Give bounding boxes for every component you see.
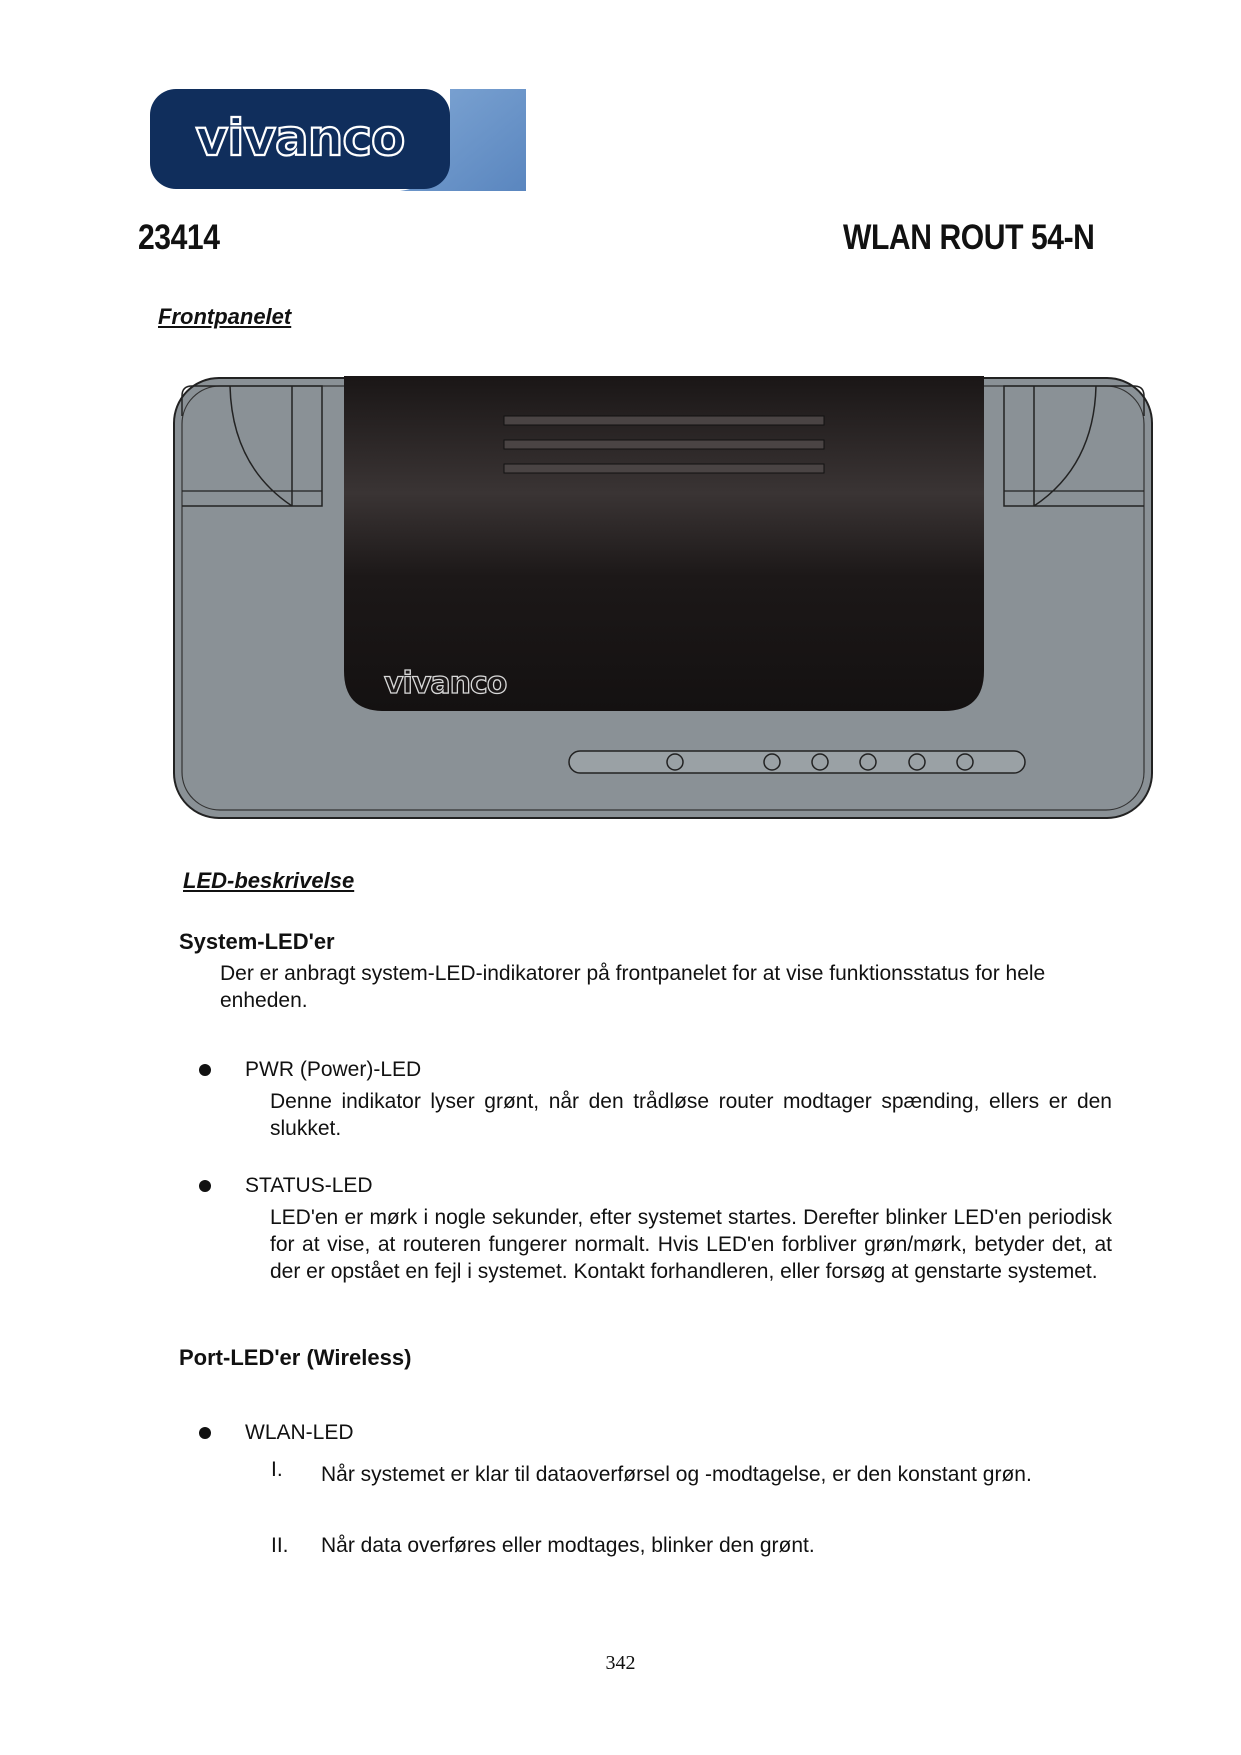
led-indicator — [764, 754, 780, 770]
wlan-led-title: WLAN-LED — [245, 1421, 354, 1444]
bullet — [199, 1427, 211, 1439]
sub-item-numeral: II. — [271, 1534, 289, 1557]
pwr-led-text: Denne indikator lyser grønt, når den trådløse router modtager spænding, ellers er den slukket. — [270, 1090, 1112, 1140]
led-indicator — [909, 754, 925, 770]
system-leds-intro: Der er anbragt system-LED-indikatorer på frontpanelet for at vise funktionsstatus for hele enheden. — [220, 962, 1046, 1012]
sub-item-text: Når systemet er klar til dataoverførsel og -modtagelse, er den konstant grøn. — [321, 1463, 1032, 1486]
led-pwr-indicator — [667, 754, 683, 770]
led-indicator — [812, 754, 828, 770]
router-brand-text: vivanco — [384, 666, 507, 701]
status-led-title: STATUS-LED — [245, 1174, 373, 1197]
led-description-heading: LED-beskrivelse — [183, 868, 355, 893]
led-indicator — [957, 754, 973, 770]
logo-wordmark: vivanco — [195, 109, 405, 167]
vivanco-logo — [150, 89, 526, 191]
sub-item-text: Når data overføres eller modtages, blinker den grønt. — [321, 1534, 815, 1557]
product-name: WLAN ROUT 54-N — [843, 218, 1095, 257]
router-front-illustration — [172, 376, 1154, 822]
sub-item-numeral: I. — [271, 1458, 283, 1481]
product-code: 23414 — [138, 218, 220, 257]
page-number: 342 — [605, 1652, 636, 1674]
pwr-led-title: PWR (Power)-LED — [245, 1058, 422, 1081]
bullet — [199, 1064, 211, 1076]
port-leds-heading: Port-LED'er (Wireless) — [179, 1345, 412, 1370]
bullet — [199, 1180, 211, 1192]
system-leds-heading: System-LED'er — [179, 929, 335, 954]
front-panel-heading: Frontpanelet — [158, 304, 292, 329]
status-led-text: LED'en er mørk i nogle sekunder, efter systemet startes. Derefter blinker LED'en periodisk for at vise, at routeren fungerer normalt. Hvis LED'en forbliver grøn/mørk, betyder det, at der er opstået en fejl i systemet. Kontakt forhandleren, eller forsøg at genstarte systemet. — [270, 1206, 1112, 1283]
led-indicator — [860, 754, 876, 770]
